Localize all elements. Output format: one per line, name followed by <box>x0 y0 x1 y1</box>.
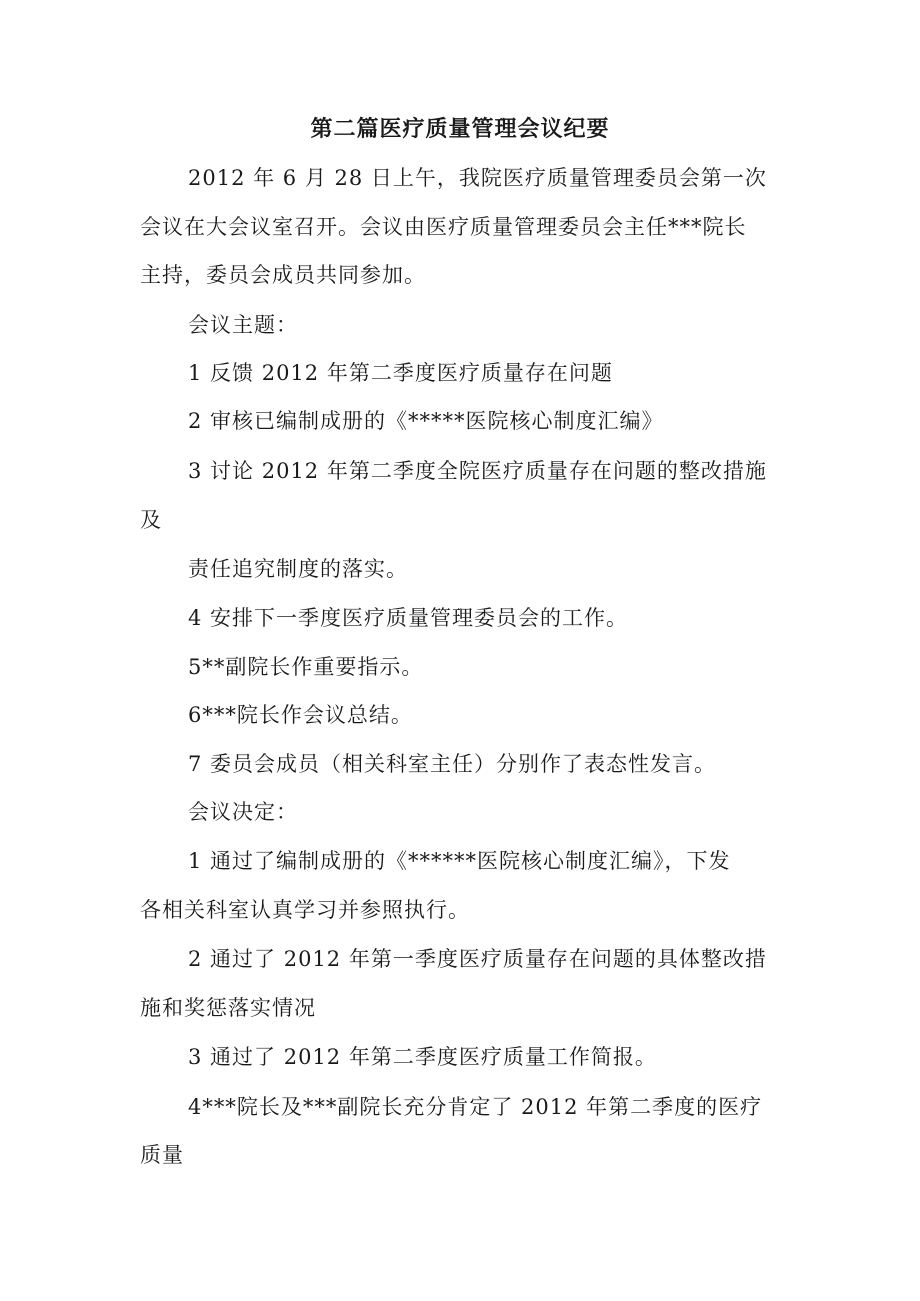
list-item: 2 审核已编制成册的《*****医院核心制度汇编》 <box>188 409 664 433</box>
list-item-continuation: 施和奖惩落实情况 <box>140 996 316 1020</box>
list-item-continuation: 各相关科室认真学习并参照执行。 <box>140 898 470 922</box>
list-item: 1 通过了编制成册的《******医院核心制度汇编》，下发 <box>188 849 731 873</box>
list-item-continuation: 及 <box>140 508 162 532</box>
section-heading: 会议决定： <box>188 800 298 824</box>
section-heading: 会议主题： <box>188 313 298 337</box>
list-item: 3 通过了 2012 年第二季度医疗质量工作简报。 <box>188 1045 657 1069</box>
list-item: 2 通过了 2012 年第一季度医疗质量存在问题的具体整改措 <box>188 947 767 971</box>
list-item-continuation: 责任追究制度的落实。 <box>188 557 408 581</box>
paragraph-line: 会议在大会议室召开。会议由医疗质量管理委员会主任***院长 <box>140 215 747 239</box>
list-item: 5**副院长作重要指示。 <box>188 655 424 679</box>
paragraph-line: 主持，委员会成员共同参加。 <box>140 263 426 287</box>
document-title: 第二篇医疗质量管理会议纪要 <box>310 116 610 142</box>
list-item: 1 反馈 2012 年第二季度医疗质量存在问题 <box>188 361 613 385</box>
list-item: 4 安排下一季度医疗质量管理委员会的工作。 <box>188 606 629 630</box>
list-item-continuation: 质量 <box>140 1143 184 1167</box>
list-item: 6***院长作会议总结。 <box>188 703 413 727</box>
list-item: 7 委员会成员（相关科室主任）分别作了表态性发言。 <box>188 752 717 776</box>
list-item: 4***院长及***副院长充分肯定了 2012 年第二季度的医疗 <box>188 1095 763 1119</box>
paragraph-line: 2012 年 6 月 28 日上午，我院医疗质量管理委员会第一次 <box>188 166 767 190</box>
list-item: 3 讨论 2012 年第二季度全院医疗质量存在问题的整改措施 <box>188 459 767 483</box>
